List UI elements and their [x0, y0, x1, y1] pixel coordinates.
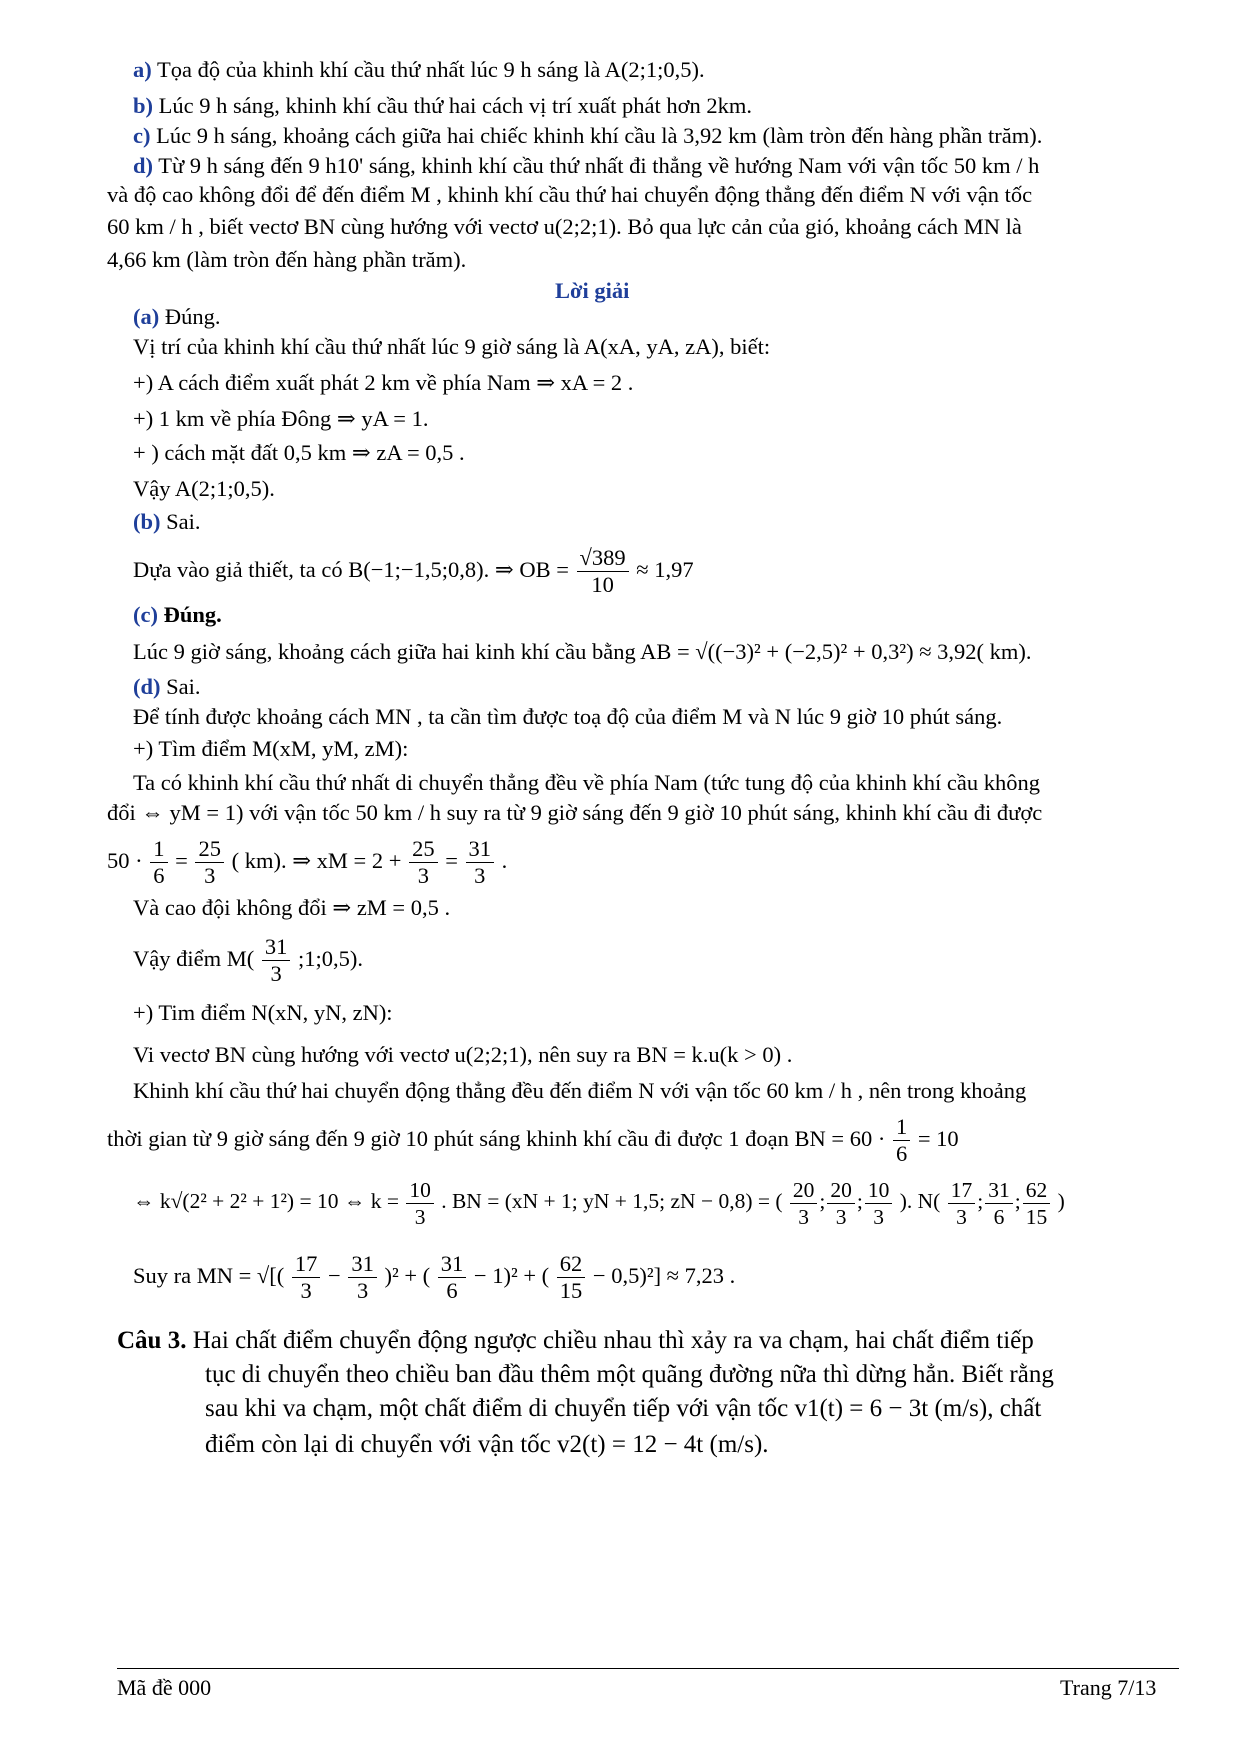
question-3-line: tục di chuyển theo chiều ban đầu thêm một quãng đường nữa thì dừng hẳn. Biết rằng	[205, 1361, 1054, 1388]
n-point-line: Vi vectơ BN cùng hướng với vectơ u(2;2;1), nên suy ra BN = k.u(k > 0) .	[133, 1042, 793, 1067]
zm-line: Và cao đội không đổi ⇒ zM = 0,5 .	[133, 895, 451, 920]
solution-d-line: Để tính được khoảng cách MN , ta cần tìm được toạ độ của điểm M và N lúc 9 giờ 10 phút sáng.	[133, 704, 1003, 729]
n-point-line: Khinh khí cầu thứ hai chuyển động thẳng đều đến điểm N với vận tốc 60 km / h , nên trong khoảng	[133, 1078, 1027, 1103]
solution-c-verdict: (c) Đúng.	[133, 602, 222, 627]
bn-distance-line: thời gian từ 9 giờ sáng đến 9 giờ 10 phút sáng khinh khí cầu đi được 1 đoạn BN = 60 · $\frac{1}{6}$ = 10	[107, 1114, 959, 1167]
solution-a-line: +) A cách điểm xuất phát 2 km về phía Nam ⇒ xA = 2 .	[133, 370, 634, 395]
solution-b-line: Dựa vào giả thiết, ta có B(−1;−1,5;0,8). ⇒ OB = $\frac{√389}{10}$ ≈ 1,97	[133, 545, 694, 598]
statement-b: b) Lúc 9 h sáng, khinh khí cầu thứ hai cách vị trí xuất phát hơn 2km.	[133, 93, 752, 118]
statement-d-line4: 4,66 km (làm tròn đến hàng phần trăm).	[107, 247, 467, 272]
n-point-line: +) Tim điểm N(xN, yN, zN):	[133, 1000, 393, 1025]
statement-c: c) Lúc 9 h sáng, khoảng cách giữa hai chiếc khinh khí cầu là 3,92 km (làm tròn đến hàng phần trăm).	[133, 123, 1043, 148]
question-3-line: sau khi va chạm, một chất điểm di chuyển tiếp với vận tốc v1(t) = 6 − 3t (m/s), chất	[205, 1395, 1042, 1422]
solution-title: Lời giải	[555, 278, 630, 303]
solution-a-line: +) 1 km về phía Đông ⇒ yA = 1.	[133, 406, 429, 431]
xm-calculation: 50 · $\frac{1}{6}$ = $\frac{25}{3}$ ( km). ⇒ xM = 2 + $\frac{25}{3}$ = $\frac{31}{3}$ .	[107, 836, 508, 889]
solution-d-line: +) Tìm điểm M(xM, yM, zM):	[133, 736, 409, 761]
solution-a-line: Vậy A(2;1;0,5).	[133, 476, 275, 501]
solution-a-verdict: (a) Đúng.	[133, 304, 221, 329]
solution-d-line: Ta có khinh khí cầu thứ nhất di chuyển thẳng đều về phía Nam (tức tung độ của khinh khí cầu không	[133, 770, 1040, 795]
statement-d-line1: d) Từ 9 h sáng đến 9 h10' sáng, khinh khí cầu thứ nhất đi thẳng về hướng Nam với vận tốc 50 km / h	[133, 153, 1040, 178]
solution-a-line: + ) cách mặt đất 0,5 km ⇒ zA = 0,5 .	[133, 440, 465, 465]
solution-d-line: đổi ⇔ yM = 1) với vận tốc 50 km / h suy ra từ 9 giờ sáng đến 9 giờ 10 phút sáng, khinh khí cầu đi được	[107, 800, 1043, 825]
question-3-line: điểm còn lại di chuyển với vận tốc v2(t) = 12 − 4t (m/s).	[205, 1431, 769, 1458]
m-point-line: Vậy điểm M( $\frac{31}{3}$ ;1;0,5).	[133, 934, 363, 987]
footer-page-number: Trang 7/13	[1060, 1675, 1157, 1700]
mn-result-line: Suy ra MN = √[( $\frac{17}{3}$ − $\frac{31}{3}$ )² + ( $\frac{31}{6}$ − 1)² + ( $\frac{62}{15}$ − 0,5)²] ≈ 7,23 .	[133, 1251, 736, 1304]
statement-d-line2: và độ cao không đổi để đến điểm M , khinh khí cầu thứ hai chuyển động thẳng đến điểm N với vận tốc	[107, 182, 1033, 207]
solution-c-line: Lúc 9 giờ sáng, khoảng cách giữa hai kinh khí cầu bằng AB = √((−3)² + (−2,5)² + 0,3²) ≈ 3,92( km).	[133, 639, 1032, 664]
solution-a-line: Vị trí của khinh khí cầu thứ nhất lúc 9 giờ sáng là A(xA, yA, zA), biết:	[133, 334, 771, 359]
k-line: ⇔ k√(2² + 2² + 1²) = 10 ⇔ k = $\frac{10}{3}$ . BN = (xN + 1; yN + 1,5; zN − 0,8) = ( $\frac{20}{3}$ ; $\frac{20}{3}$ ; $\frac{10}{3}$ ). N( $\frac{17}{3}$ ; $\frac{31}{6}$ ; $\frac{62}{15}$ )	[133, 1177, 1065, 1229]
solution-b-verdict: (b) Sai.	[133, 509, 201, 534]
solution-d-verdict: (d) Sai.	[133, 674, 201, 699]
footer-divider	[117, 1668, 1179, 1669]
footer-exam-code: Mã đề 000	[117, 1675, 212, 1700]
question-3-line1: Câu 3. Hai chất điểm chuyển động ngược chiều nhau thì xảy ra va chạm, hai chất điểm tiếp	[117, 1327, 1034, 1354]
ob-fraction: $\frac{√389}{10}$	[577, 545, 629, 598]
statement-a: a) Tọa độ của khinh khí cầu thứ nhất lúc 9 h sáng là A(2;1;0,5).	[133, 57, 705, 82]
statement-d-line3: 60 km / h , biết vectơ BN cùng hướng với vectơ u(2;2;1). Bỏ qua lực cản của gió, khoảng cách MN là	[107, 214, 1022, 239]
